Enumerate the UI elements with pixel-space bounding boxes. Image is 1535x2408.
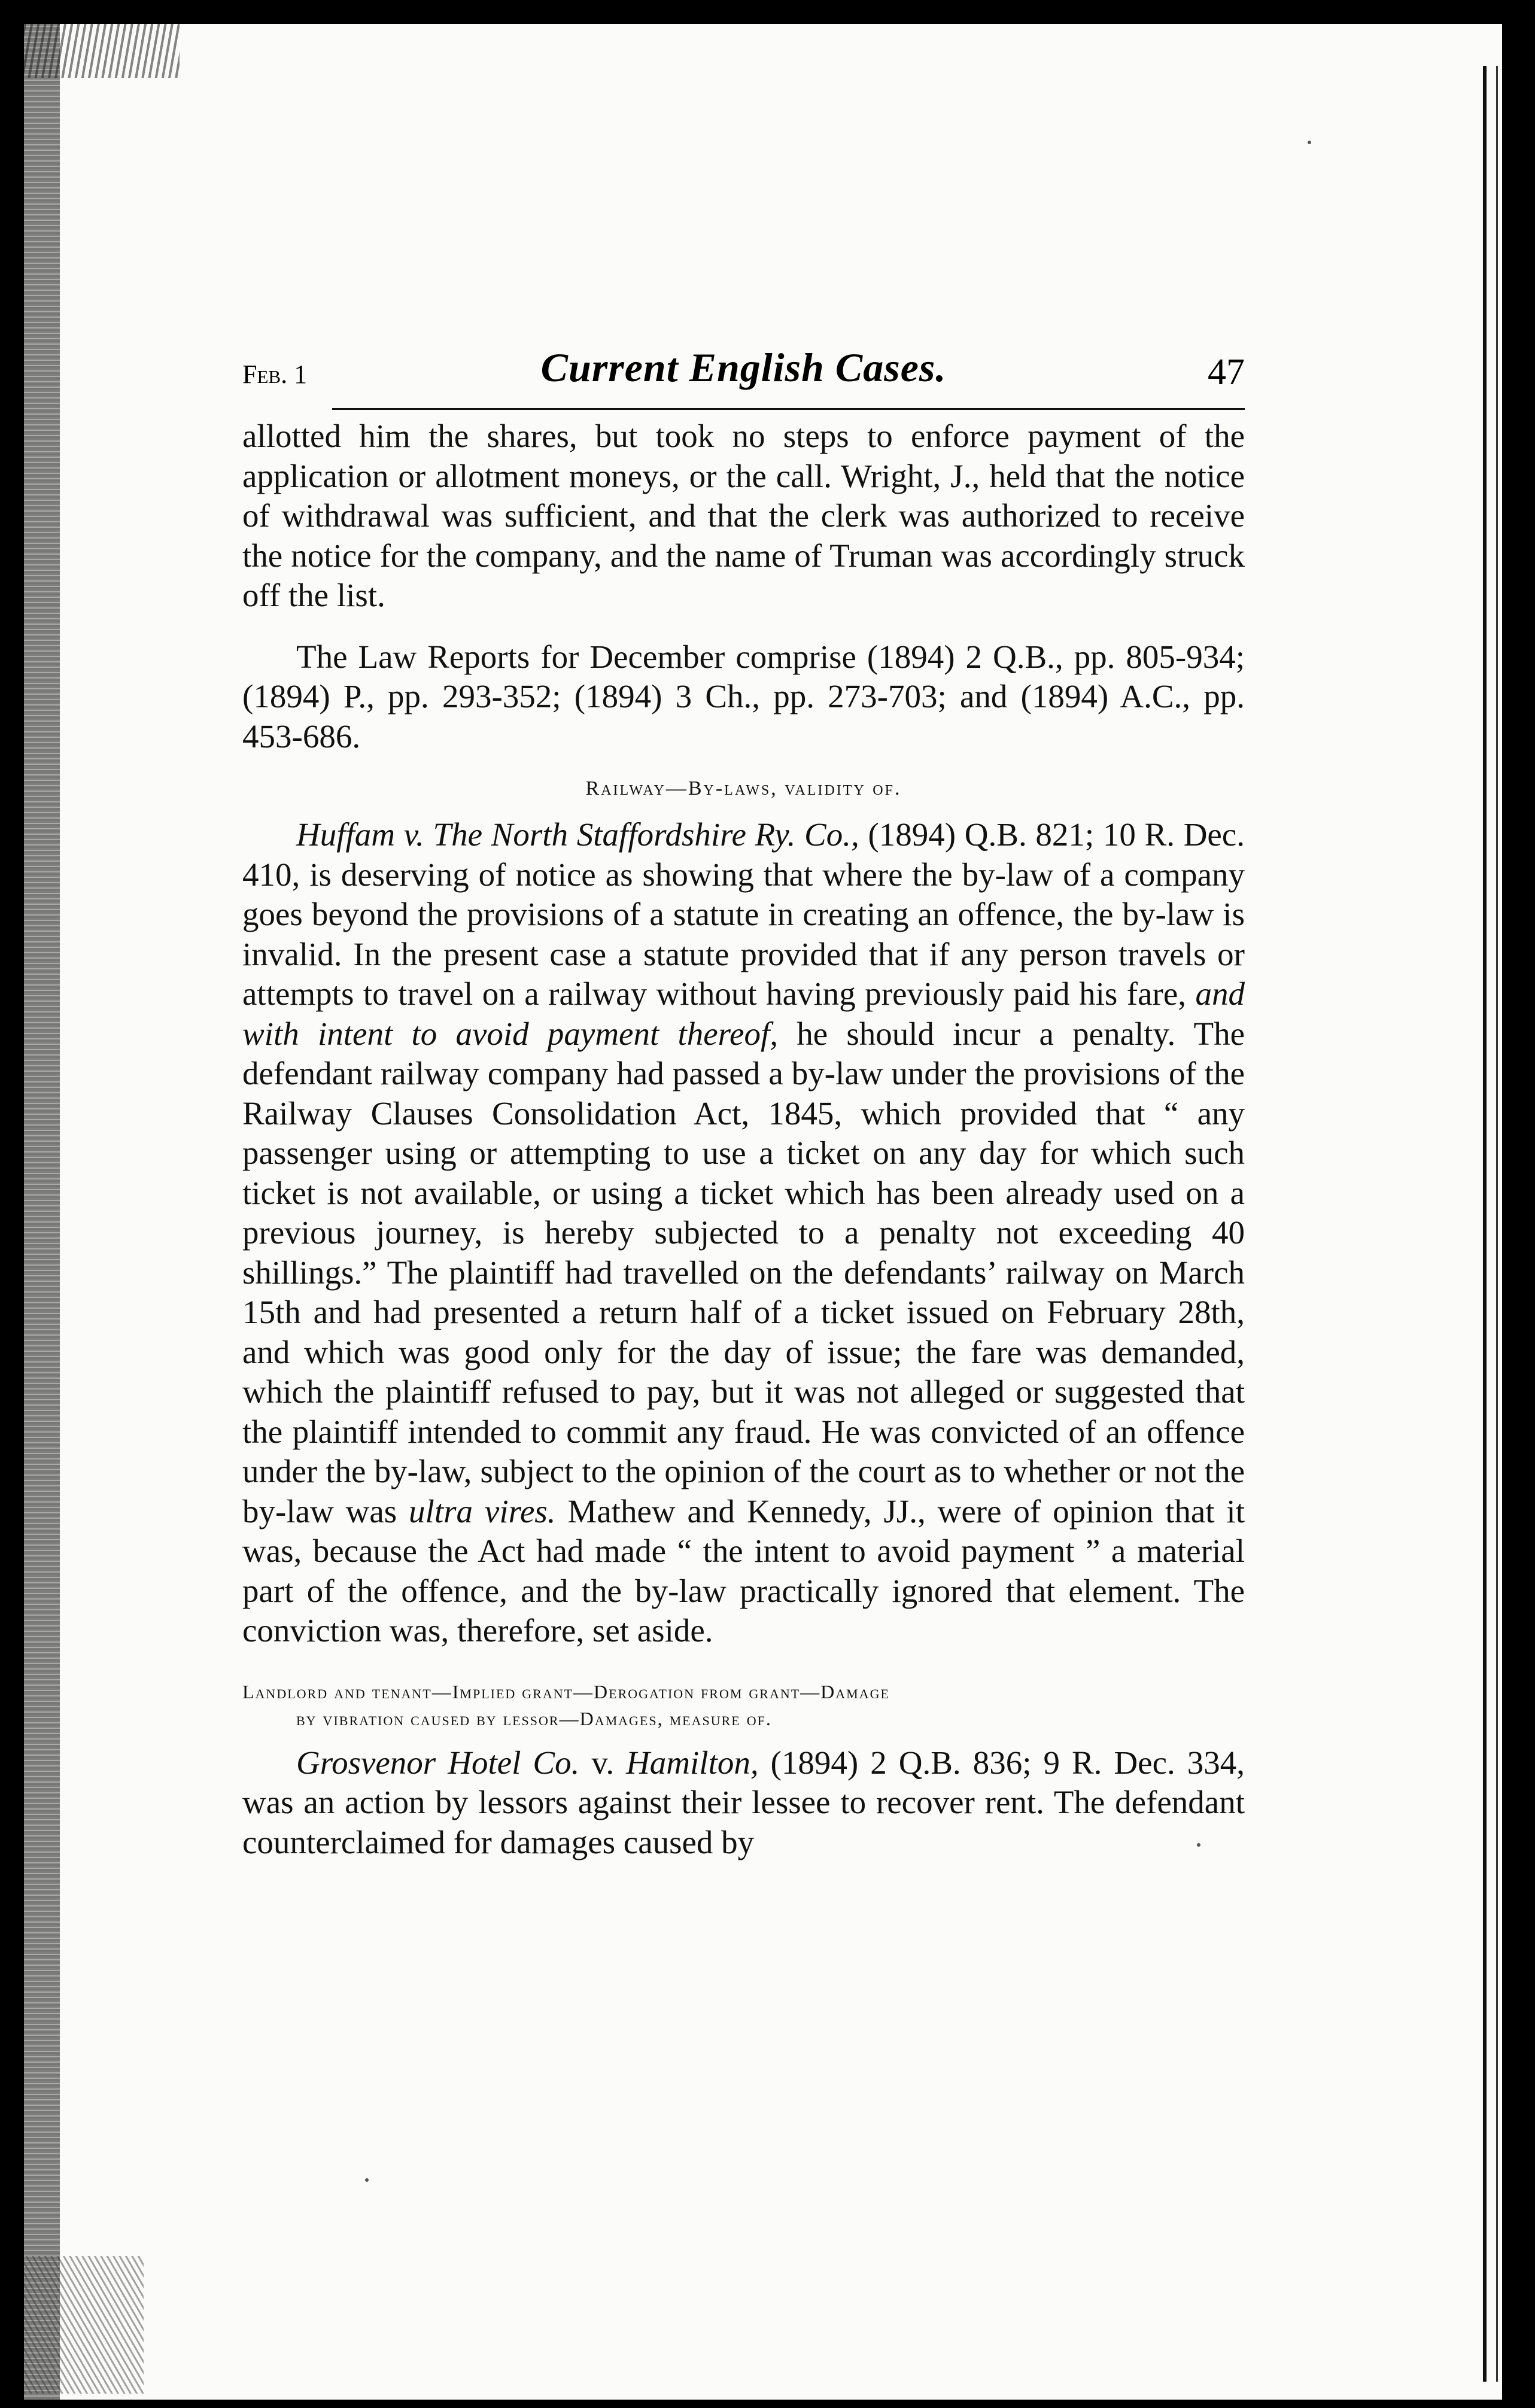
header-date: Feb. 1 <box>242 360 308 389</box>
scan-corner-noise-bottom <box>24 2256 144 2394</box>
paragraph-text: (1894) Q.B. 821; 10 R. Dec. 410, is deserving of notice as showing that where the by-law of a company goes beyond the provisions of a statute in creating an offence, the by-law is invalid. In the present case a statute provided that if any person travels or attempts to travel on a railway without having previously paid his fare, <box>242 816 1245 1012</box>
case-name-huffam: Huffam v. The North Staffordshire Ry. Co., <box>296 816 859 853</box>
emphasis-ultra-vires: ultra vires. <box>409 1492 556 1530</box>
scan-speck <box>365 2178 369 2182</box>
paragraph-text: Mathew and Kennedy, JJ., were of opinion that it was, because the Act had made “ the intent to avoid payment ” a material part of the offence, and the by-law practically ignored that element. The conviction was, therefore, set aside. <box>242 1492 1245 1649</box>
page-number: 47 <box>1208 352 1245 393</box>
paragraph-text: he should incur a penalty. The defendant railway company had passed a by-law under the provisions of the Railway Clauses Consolidation Act, 1845, which provided that “ any passenger using or attempting to use a ticket on any day for which such ticket is not available, or using a ticket which has been already used on a previous journey, is hereby subjected to a penalty not exceeding 40 shillings.” The plaintiff had travelled on the defendants’ railway on March 15th and had presented a return half of a ticket issued on February 28th, and which was good only for the day of issue; the fare was demanded, which the plaintiff refused to pay, but it was not alleged or suggested that the plaintiff intended to commit any fraud. He was convicted of an offence under the by-law, subject to the opinion of the court as to whether or not the by-law was <box>242 1015 1245 1530</box>
header-title: Current English Cases. <box>540 345 947 390</box>
header-rule <box>332 408 1245 410</box>
section-heading-railway: Railway—By-laws, validity of. <box>585 777 902 799</box>
case-name-grosvenor: Grosvenor Hotel Co. <box>296 1744 580 1781</box>
section-heading-landlord <box>242 1679 1245 1732</box>
paragraph-text: v. <box>579 1744 627 1781</box>
paragraph-text: (1894) 2 Q.B. 836; 9 R. Dec. 334, was an action by lessors against their lessee to recover rent. The defendant counterclaimed for damages caused by <box>242 1744 1245 1860</box>
paragraph-continuation: allotted him the shares, but took no steps to enforce payment of the application or allotment moneys, or the call. Wright, J., held that the notice of withdrawal was sufficient, and that the clerk was authorized to receive the notice for the company, and the name of Truman was accordingly struck off the list. <box>242 418 1245 613</box>
scan-corner-noise-top <box>24 24 180 78</box>
case-name-hamilton: Hamilton, <box>626 1744 759 1781</box>
section-heading-line: Landlord and tenant—Implied grant—Derogation from grant—Damage <box>242 1680 890 1702</box>
paragraph-law-reports: The Law Reports for December comprise (1894) 2 Q.B., pp. 805-934; (1894) P., pp. 293-352; (1894) 3 Ch., pp. 273-703; and (1894) A.C., pp. 453-686. <box>242 638 1245 755</box>
section-heading-line: by vibration caused by lessor—Damages, measure of. <box>296 1707 772 1729</box>
body-text <box>242 416 1245 1862</box>
page-edge-line <box>1483 66 1487 2382</box>
scan-speck <box>1308 141 1311 144</box>
scan-binding-shadow <box>24 24 60 2400</box>
paragraph-huffam-case <box>242 815 1245 1651</box>
page-edge-line-thin <box>1496 66 1498 2382</box>
paragraph-grosvenor-case <box>242 1743 1245 1863</box>
running-header <box>242 344 1245 410</box>
emphasis-intent: and with intent to avoid payment thereof, <box>242 975 1245 1052</box>
scan-speck <box>1197 1843 1200 1847</box>
